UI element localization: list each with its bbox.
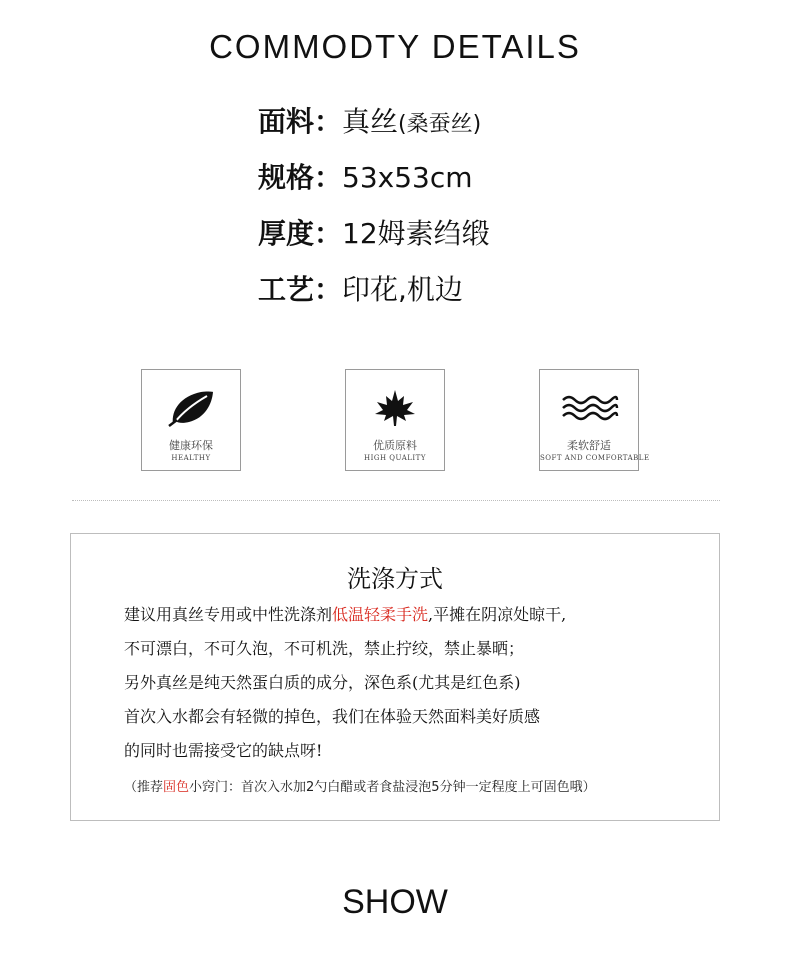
washing-line <box>124 598 714 632</box>
feature-label: 优质原料 <box>373 439 417 452</box>
spec-value: 印花,机边 <box>342 273 463 306</box>
spec-value-note: (桑蚕丝) <box>398 112 482 137</box>
tip-text: （推荐 <box>124 780 164 795</box>
spec-label: 规格： <box>258 161 343 194</box>
spec-value: 53x53cm <box>342 161 473 194</box>
waves-icon <box>540 388 638 428</box>
washing-line: 另外真丝是纯天然蛋白质的成分，深色系(尤其是红色系) <box>124 673 521 692</box>
spec-row-thickness <box>258 212 490 268</box>
washing-text-span: ,平摊在阴凉处晾干, <box>428 605 567 624</box>
spec-row-craft <box>258 268 490 324</box>
washing-text <box>124 598 714 768</box>
spec-label: 工艺： <box>258 273 343 306</box>
spec-label: 面料： <box>258 105 343 138</box>
section-title-show: SHOW <box>342 883 448 921</box>
page-title: COMMODTY DETAILS <box>209 28 581 65</box>
leaf-icon <box>142 388 240 428</box>
feature-label-en: HIGH QUALITY <box>364 454 426 462</box>
spec-label: 厚度： <box>258 217 343 250</box>
highlight-text: 低温轻柔手洗 <box>332 605 429 624</box>
washing-line: 首次入水都会有轻微的掉色，我们在体验天然面料美好质感 <box>124 707 541 726</box>
spec-value: 真丝 <box>342 105 399 138</box>
feature-label: 柔软舒适 <box>567 439 611 452</box>
spec-row-material <box>258 100 490 156</box>
maple-leaf-icon <box>346 388 444 428</box>
spec-row-size <box>258 156 490 212</box>
feature-badge-healthy <box>141 369 241 471</box>
spec-value: 12姆素绉缎 <box>342 217 490 250</box>
feature-badge-quality <box>345 369 445 471</box>
washing-text-span: 建议用真丝专用或中性洗涤剂 <box>124 605 333 624</box>
feature-badges <box>0 369 790 473</box>
washing-line: 不可漂白，不可久泡，不可机洗，禁止拧绞，禁止暴晒； <box>124 639 525 658</box>
feature-label-en: SOFT AND COMFORTABLE <box>540 454 650 462</box>
washing-title: 洗涤方式 <box>347 565 443 593</box>
highlight-text: 固色 <box>163 780 190 795</box>
feature-label: 健康环保 <box>169 439 213 452</box>
spec-list <box>258 100 490 324</box>
tip-text: 小窍门：首次入水加2勺白醋或者食盐浸泡5分钟一定程度上可固色哦） <box>189 780 596 795</box>
feature-label-en: HEALTHY <box>171 454 211 462</box>
dotted-divider <box>72 500 720 501</box>
washing-instructions-box <box>70 533 720 821</box>
washing-line: 的同时也需接受它的缺点呀! <box>124 741 323 760</box>
washing-tip <box>124 776 596 795</box>
feature-badge-soft <box>539 369 650 471</box>
